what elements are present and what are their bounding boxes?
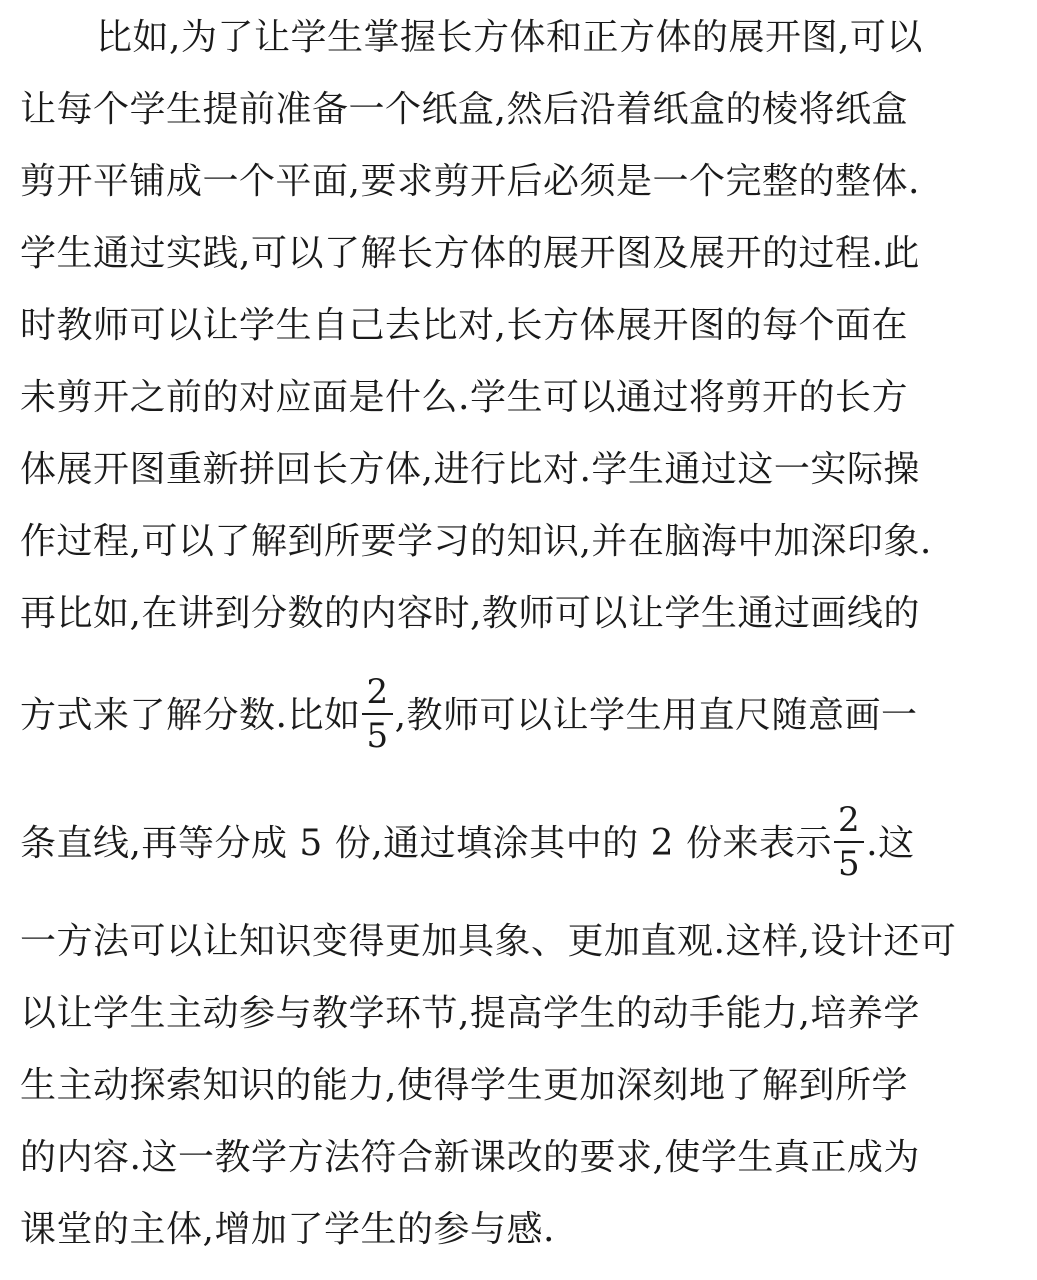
text-line-14: 生主动探索知识的能力,使得学生更加深刻地了解到所学: [20, 1065, 908, 1106]
text-line-8: 作过程,可以了解到所要学习的知识,并在脑海中加深印象.: [20, 521, 932, 562]
text-line-1: 比如,为了让学生掌握长方体和正方体的展开图,可以: [96, 17, 923, 58]
text-line-10: [20, 666, 968, 766]
text-line-9: 再比如,在讲到分数的内容时,教师可以让学生通过画线的: [20, 593, 920, 634]
text-line-6: 未剪开之前的对应面是什么.学生可以通过将剪开的长方: [20, 377, 908, 418]
fraction-numerator: 2: [362, 675, 392, 715]
text-line-11: [20, 794, 968, 894]
text-line-7: 体展开图重新拼回长方体,进行比对.学生通过这一实际操: [20, 449, 920, 490]
text-line-5: 时教师可以让学生自己去比对,长方体展开图的每个面在: [20, 305, 908, 346]
text-line-12: 一方法可以让知识变得更加具象、更加直观.这样,设计还可: [20, 921, 957, 962]
text-line-16: 课堂的主体,增加了学生的参与感.: [20, 1209, 555, 1250]
text-line-4: 学生通过实践,可以了解长方体的展开图及展开的过程.此: [20, 233, 920, 274]
text-line-10-after-fraction: ,教师可以让学生用直尺随意画一: [394, 695, 918, 736]
fraction-two-fifths-second: [834, 800, 864, 884]
fraction-denominator: 5: [837, 844, 861, 884]
text-line-11-before-fraction: 条直线,再等分成 5 份,通过填涂其中的 2 份来表示: [20, 823, 832, 864]
fraction-denominator: 5: [366, 716, 389, 756]
text-line-13: 以让学生主动参与教学环节,提高学生的动手能力,培养学: [20, 993, 920, 1034]
fraction-numerator: 2: [834, 803, 864, 843]
text-line-2: 让每个学生提前准备一个纸盒,然后沿着纸盒的棱将纸盒: [20, 89, 908, 130]
text-line-10-before-fraction: 方式来了解分数.比如: [20, 695, 361, 736]
text-line-3: 剪开平铺成一个平面,要求剪开后必须是一个完整的整体.: [20, 161, 920, 202]
fraction-two-fifths: [362, 672, 392, 756]
text-line-15: 的内容.这一教学方法符合新课改的要求,使学生真正成为: [20, 1137, 920, 1178]
text-line-11-after-fraction: .这: [866, 823, 915, 864]
